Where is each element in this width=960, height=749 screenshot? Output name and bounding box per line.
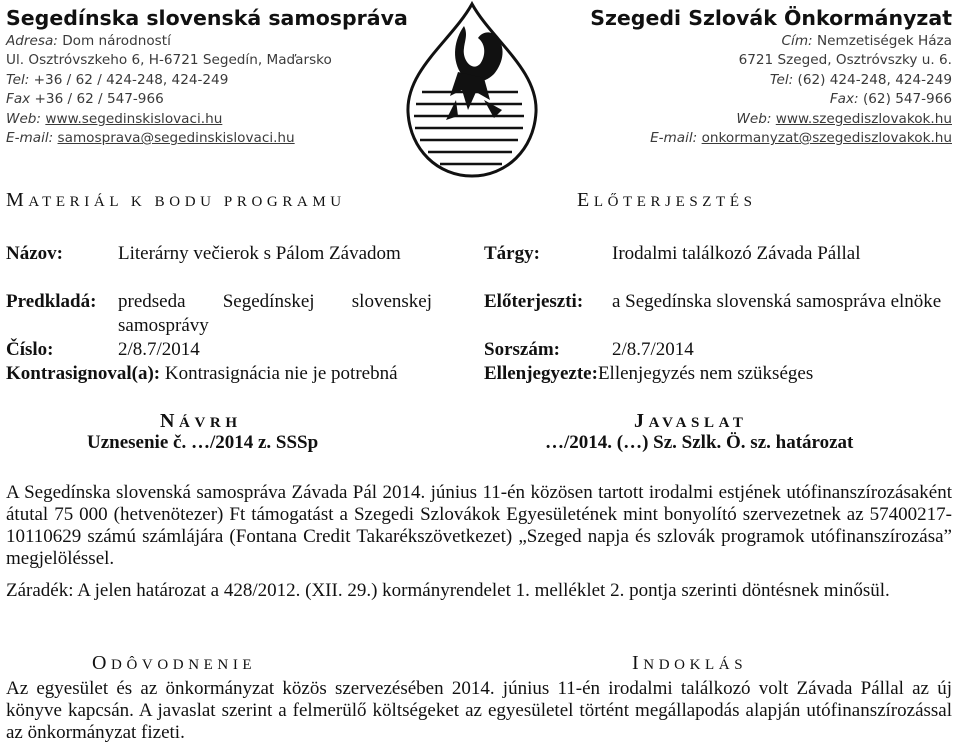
heading-initial: N	[160, 410, 180, 432]
street-line-sk: Ul. Osztróvszkeho 6, H-6721 Segedín, Maďarsko	[6, 52, 332, 69]
heading-rest: LŐTERJESZTÉS	[593, 194, 757, 210]
section-eloterjesztes-heading	[577, 189, 757, 212]
heading-initial: E	[577, 189, 594, 211]
heading-initial: O	[92, 652, 112, 674]
heading-initial: J	[634, 410, 649, 432]
web-line-sk	[6, 110, 426, 129]
heading-rest: AVASLAT	[648, 415, 748, 431]
value-nazov: Literárny večierok s Pálom Závadom	[118, 243, 401, 264]
label-kontrasignoval: Kontrasignoval(a):	[6, 363, 161, 384]
heading-initial: I	[632, 652, 644, 674]
tel-line-sk	[6, 71, 426, 90]
javaslat-heading	[634, 410, 748, 433]
fax-label: Fax	[6, 91, 31, 108]
tel-label: Tel:	[6, 71, 30, 88]
label-ellenjegyezte: Ellenjegyezte:	[484, 363, 598, 384]
address-line-hu	[532, 32, 952, 51]
web-label: Web:	[736, 110, 772, 127]
label-cislo: Číslo:	[6, 339, 54, 360]
value-sorszam: 2/8.7/2014	[612, 339, 694, 360]
fax-line-sk	[6, 90, 426, 109]
street-line-hu: 6721 Szeged, Osztróvszky u. 6.	[738, 52, 952, 69]
web-line-hu	[532, 110, 952, 129]
email-link-hu[interactable]: onkormanyzat@szegediszlovakok.hu	[701, 130, 952, 147]
tel-value: +36 / 62 / 424-248, 424-249	[33, 71, 229, 88]
fax-value: +36 / 62 / 547-966	[34, 91, 164, 108]
label-sorszam: Sorszám:	[484, 339, 560, 360]
clause-paragraph: Záradék: A jelen határozat a 428/2012. (XII. 29.) kormányrendelet 1. melléklet 2. pontja szerinti döntésnek minősül.	[6, 580, 890, 601]
label-eloterjeszti: Előterjeszti:	[484, 291, 584, 312]
value-targy: Irodalmi találkozó Závada Pállal	[612, 243, 861, 264]
heading-rest: DÔVODNENIE	[111, 657, 257, 673]
fax-label: Fax:	[829, 91, 859, 108]
odovodnenie-heading	[92, 652, 256, 675]
email-line-hu	[532, 129, 952, 148]
heading-rest: ATERIÁL K BODU PROGRAMU	[28, 194, 346, 210]
value-cislo: 2/8.7/2014	[118, 339, 200, 360]
section-material-heading	[6, 189, 346, 212]
value-eloterjeszti: a Segedínska slovenská samospráva elnöke	[612, 291, 942, 312]
address-value: Nemzetiségek Háza	[816, 33, 952, 49]
decision-paragraph: A Segedínska slovenská samospráva Závada Pál 2014. június 11-én közösen tartott irodalmi estjének utófinanszírozásaként átutal 75 000 (hetvenötezer) Ft támogatást a Szegedi Szlovákok Egyesületének mint bonyolító szervezetnek az 57400217-10110629 számú számlájára (Fontana Credit Takarékszövetkezet) „Szeged napja és szlovák programok utófinanszírozása” megjelöléssel.	[6, 482, 952, 569]
value-ellenjegyezte: Ellenjegyzés nem szükséges	[597, 363, 814, 384]
email-label: E-mail:	[6, 130, 54, 147]
web-link-hu[interactable]: www.szegediszlovakok.hu	[775, 110, 952, 127]
email-link-sk[interactable]: samosprava@segedinskislovaci.hu	[57, 130, 295, 147]
org-title-sk: Segedínska slovenská samospráva	[6, 6, 408, 30]
tel-line-hu	[532, 71, 952, 90]
fax-value: (62) 547-966	[862, 91, 952, 108]
address-value: Dom národností	[62, 33, 171, 49]
tel-value: (62) 424-248, 424-249	[797, 71, 952, 88]
email-line-sk	[6, 129, 426, 148]
header-left	[6, 4, 426, 148]
heading-rest: ÁVRH	[179, 415, 242, 431]
emblem-logo	[398, 0, 546, 180]
justification-paragraph: Az egyesület és az önkormányzat közös szervezésében 2014. június 11-én irodalmi találkozó volt Závada Pállal az új könyve kapcsán. A javaslat szerint a felmerülő költségeket az egyesületel történt megállapodás alapján utófinanszírozással az önkormányzat fizeti.	[6, 678, 952, 743]
navrh-heading	[160, 410, 242, 433]
web-label: Web:	[6, 110, 42, 127]
header-right	[532, 4, 952, 148]
kontrasignacia-line	[6, 362, 398, 386]
label-nazov: Názov:	[6, 243, 63, 264]
uznesenie-number: Uznesenie č. …/2014 z. SSSp	[87, 432, 319, 453]
value-kontrasignoval: Kontrasignácia nie je potrebná	[164, 363, 398, 384]
hatarozat-number: …/2014. (…) Sz. Szlk. Ö. sz. határozat	[545, 432, 854, 453]
address-line-sk	[6, 32, 426, 51]
label-targy: Tárgy:	[484, 243, 540, 264]
indoklas-heading	[632, 652, 747, 675]
heading-rest: NDOKLÁS	[643, 657, 748, 673]
heading-initial: M	[6, 189, 29, 211]
email-label: E-mail:	[650, 130, 698, 147]
org-title-hu: Szegedi Szlovák Önkormányzat	[590, 6, 952, 30]
web-link-sk[interactable]: www.segedinskislovaci.hu	[45, 110, 223, 127]
fax-line-hu	[532, 90, 952, 109]
label-predklada: Predkladá:	[6, 291, 97, 312]
address-label: Adresa:	[6, 33, 58, 49]
value-predklada: predseda Segedínskej slovenskej samosprávy	[118, 291, 432, 336]
ellenjegyzes-line	[484, 362, 813, 386]
tel-label: Tel:	[769, 71, 794, 88]
address-label: Cím:	[781, 33, 813, 49]
